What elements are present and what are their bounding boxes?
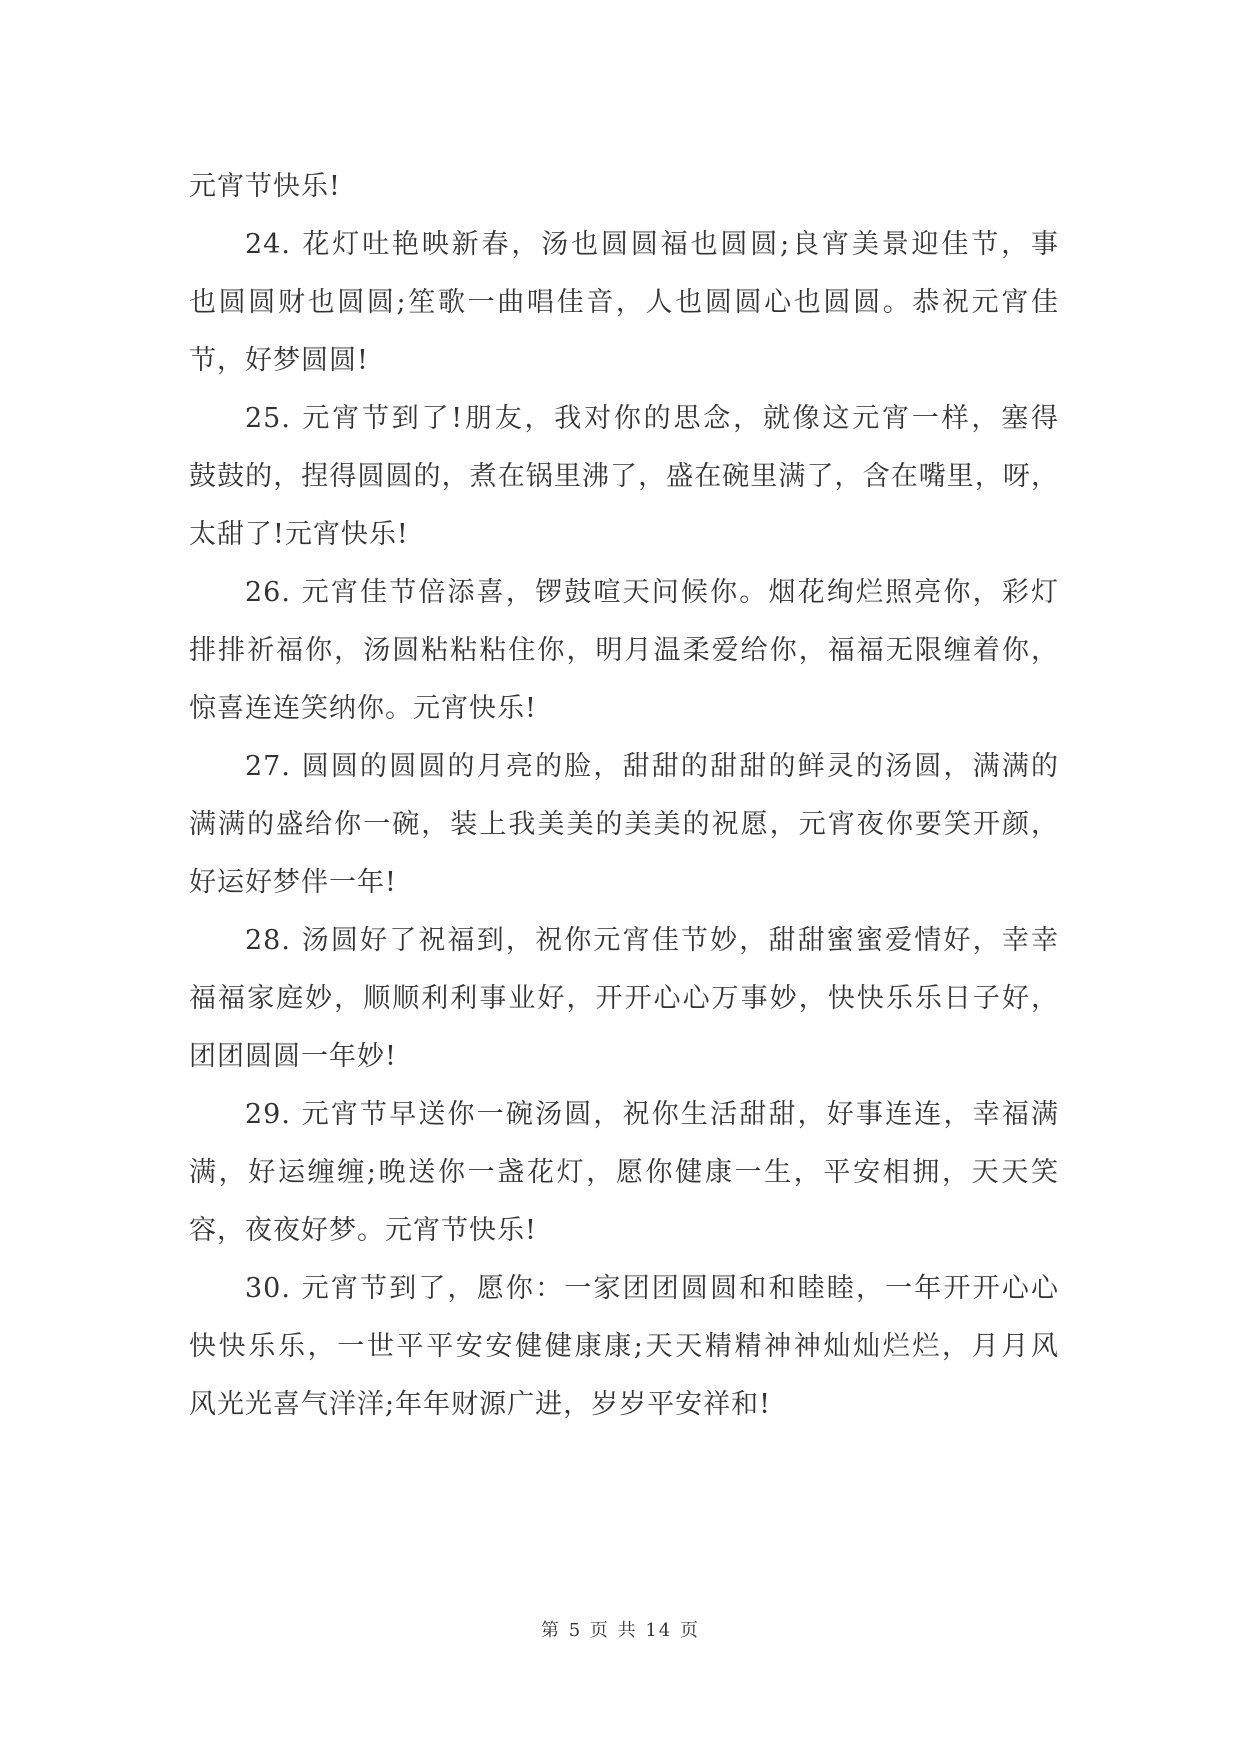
paragraph-line: 好运好梦伴一年! [189, 867, 397, 898]
paragraph-line: 鼓鼓的，捏得圆圆的，煮在锅里沸了，盛在碗里满了，含在嘴里，呀， [189, 461, 1059, 492]
paragraph-line: 惊喜连连笑纳你。元宵快乐! [189, 693, 537, 724]
paragraph-first-line: 29. 元宵节早送你一碗汤圆，祝你生活甜甜，好事连连，幸福满 [245, 1099, 1059, 1130]
paragraph-first-line: 27. 圆圆的圆圆的月亮的脸，甜甜的甜甜的鲜灵的汤圆，满满的 [245, 751, 1059, 782]
paragraph-line: 节，好梦圆圆! [189, 345, 369, 376]
paragraph-line: 风光光喜气洋洋;年年财源广进，岁岁平安祥和! [189, 1389, 771, 1420]
paragraph-line: 快快乐乐，一世平平安安健健康康;天天精精神神灿灿烂烂，月月风 [189, 1331, 1059, 1362]
paragraph-first-line: 28. 汤圆好了祝福到，祝你元宵佳节妙，甜甜蜜蜜爱情好，幸幸 [245, 925, 1059, 956]
page-footer: 第 5 页 共 14 页 [541, 1620, 700, 1641]
paragraph-first-line: 30. 元宵节到了，愿你：一家团团圆圆和和睦睦，一年开开心心 [245, 1273, 1059, 1304]
paragraph-line: 满满的盛给你一碗，装上我美美的美美的祝愿，元宵夜你要笑开颜， [189, 809, 1059, 840]
paragraph-first-line: 24. 花灯吐艳映新春，汤也圆圆福也圆圆;良宵美景迎佳节，事 [245, 229, 1059, 260]
paragraph-line: 容，夜夜好梦。元宵节快乐! [189, 1215, 537, 1246]
paragraph-line: 团团圆圆一年妙! [189, 1041, 397, 1072]
paragraph-line: 排排祈福你，汤圆粘粘粘住你，明月温柔爱给你，福福无限缠着你， [189, 635, 1059, 666]
paragraph-first-line: 25. 元宵节到了!朋友，我对你的思念，就像这元宵一样，塞得 [245, 403, 1059, 434]
paragraph-line: 福福家庭妙，顺顺利利事业好，开开心心万事妙，快快乐乐日子好， [189, 983, 1059, 1014]
paragraph-line: 也圆圆财也圆圆;笙歌一曲唱佳音，人也圆圆心也圆圆。恭祝元宵佳 [189, 287, 1059, 318]
paragraph-line: 太甜了!元宵快乐! [189, 519, 409, 550]
paragraph-line: 满，好运缠缠;晚送你一盏花灯，愿你健康一生，平安相拥，天天笑 [189, 1157, 1059, 1188]
paragraph-line: 元宵节快乐! [189, 171, 341, 202]
paragraph-first-line: 26. 元宵佳节倍添喜，锣鼓喧天问候你。烟花绚烂照亮你，彩灯 [245, 577, 1059, 608]
document-body [189, 158, 1059, 1434]
